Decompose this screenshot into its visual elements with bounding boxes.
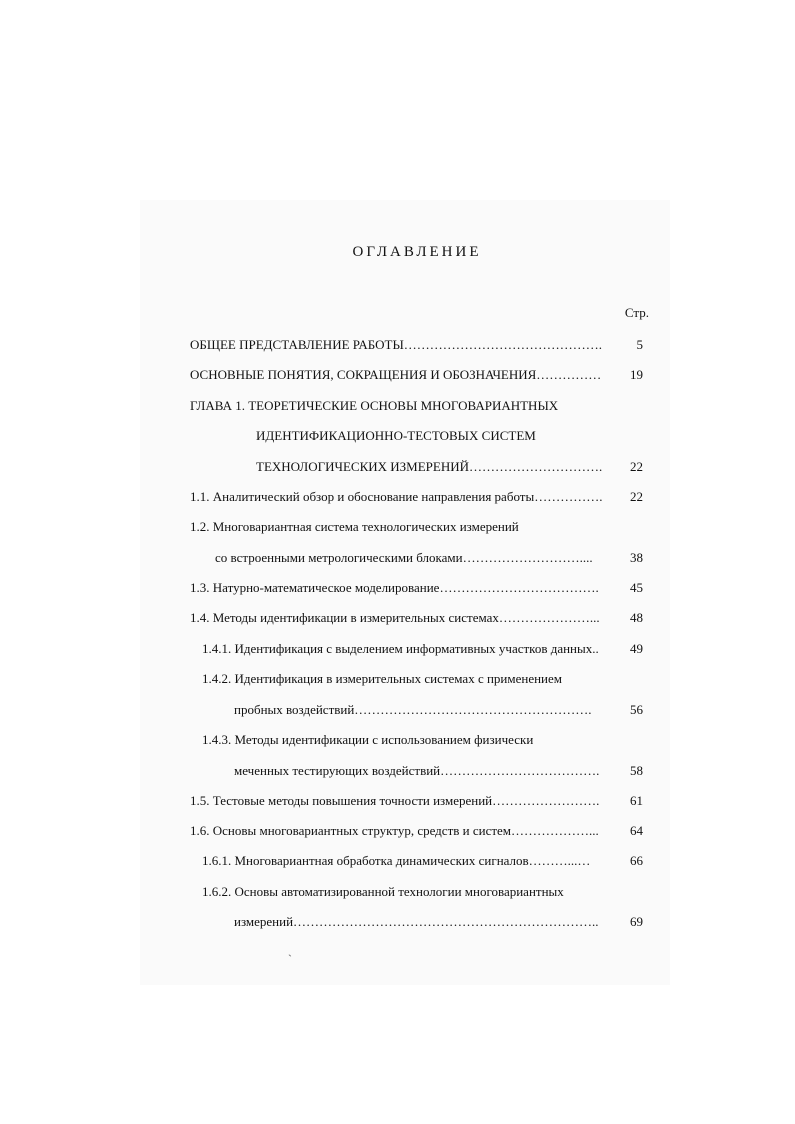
toc-page-number: 56 — [630, 702, 643, 717]
toc-page-number: 58 — [630, 763, 643, 778]
toc-entry: 1.4.1. Идентификация с выделением информативных участков данных.. — [202, 641, 599, 656]
toc-page-number: 19 — [630, 367, 643, 382]
toc-entry: 1.4.2. Идентификация в измерительных системах с применением — [202, 671, 563, 686]
toc-page-number: 64 — [630, 823, 643, 838]
toc-page-number: 66 — [630, 853, 643, 868]
toc-entry: 1.6.2. Основы автоматизированной технологии многовариантных — [202, 884, 564, 899]
toc-entry: 1.4.3. Методы идентификации с использованием физически — [202, 732, 534, 747]
toc-entry: ИДЕНТИФИКАЦИОННО-ТЕСТОВЫХ СИСТЕМ — [256, 428, 536, 443]
toc-page-number: 69 — [630, 914, 643, 929]
toc-entry: меченных тестирующих воздействий………………………………. — [234, 763, 600, 778]
toc-entry: 1.6.1. Многовариантная обработка динамических сигналов………...… — [202, 853, 591, 868]
toc-entry: ТЕХНОЛОГИЧЕСКИХ ИЗМЕРЕНИЙ…………………………. — [256, 459, 603, 474]
toc-page-number: 45 — [630, 580, 643, 595]
page-column-label: Стр. — [624, 305, 649, 320]
toc-entry: ГЛАВА 1. ТЕОРЕТИЧЕСКИЕ ОСНОВЫ МНОГОВАРИАНТНЫХ — [190, 398, 559, 413]
toc-entry: ОСНОВНЫЕ ПОНЯТИЯ, СОКРАЩЕНИЯ И ОБОЗНАЧЕНИЯ…………… — [190, 367, 602, 382]
toc-entry: 1.3. Натурно-математическое моделирование………………………………. — [190, 580, 599, 595]
toc-page-number: 49 — [630, 641, 643, 656]
toc-entry: 1.5. Тестовые методы повышения точности измерений……………………. — [190, 793, 600, 808]
toc-entry: пробных воздействий………………………………………………. — [234, 702, 592, 717]
toc-entry: измерений…………………………………………………………….. — [234, 914, 599, 929]
toc-page-number: 38 — [630, 550, 643, 565]
toc-entry: 1.4. Методы идентификации в измерительных системах…………………... — [190, 610, 600, 625]
toc-entry: ОБЩЕЕ ПРЕДСТАВЛЕНИЕ РАБОТЫ………………………………………. — [190, 337, 603, 352]
toc-entry: со встроенными метрологическими блоками……………………….... — [215, 550, 593, 565]
scan-artifact-mark: ` — [288, 952, 292, 966]
toc-title: ОГЛАВЛЕНИЕ — [352, 244, 482, 260]
toc-page-number: 5 — [636, 337, 643, 352]
toc-page-number: 22 — [630, 489, 643, 504]
toc-entry: 1.2. Многовариантная система технологических измерений — [190, 519, 519, 534]
toc-entry: 1.1. Аналитический обзор и обоснование направления работы……………. — [190, 489, 603, 504]
toc-page-number: 22 — [630, 459, 643, 474]
toc-page-number: 48 — [630, 610, 643, 625]
toc-page-number: 61 — [630, 793, 643, 808]
toc-entry: 1.6. Основы многовариантных структур, средств и систем………………... — [190, 823, 599, 838]
